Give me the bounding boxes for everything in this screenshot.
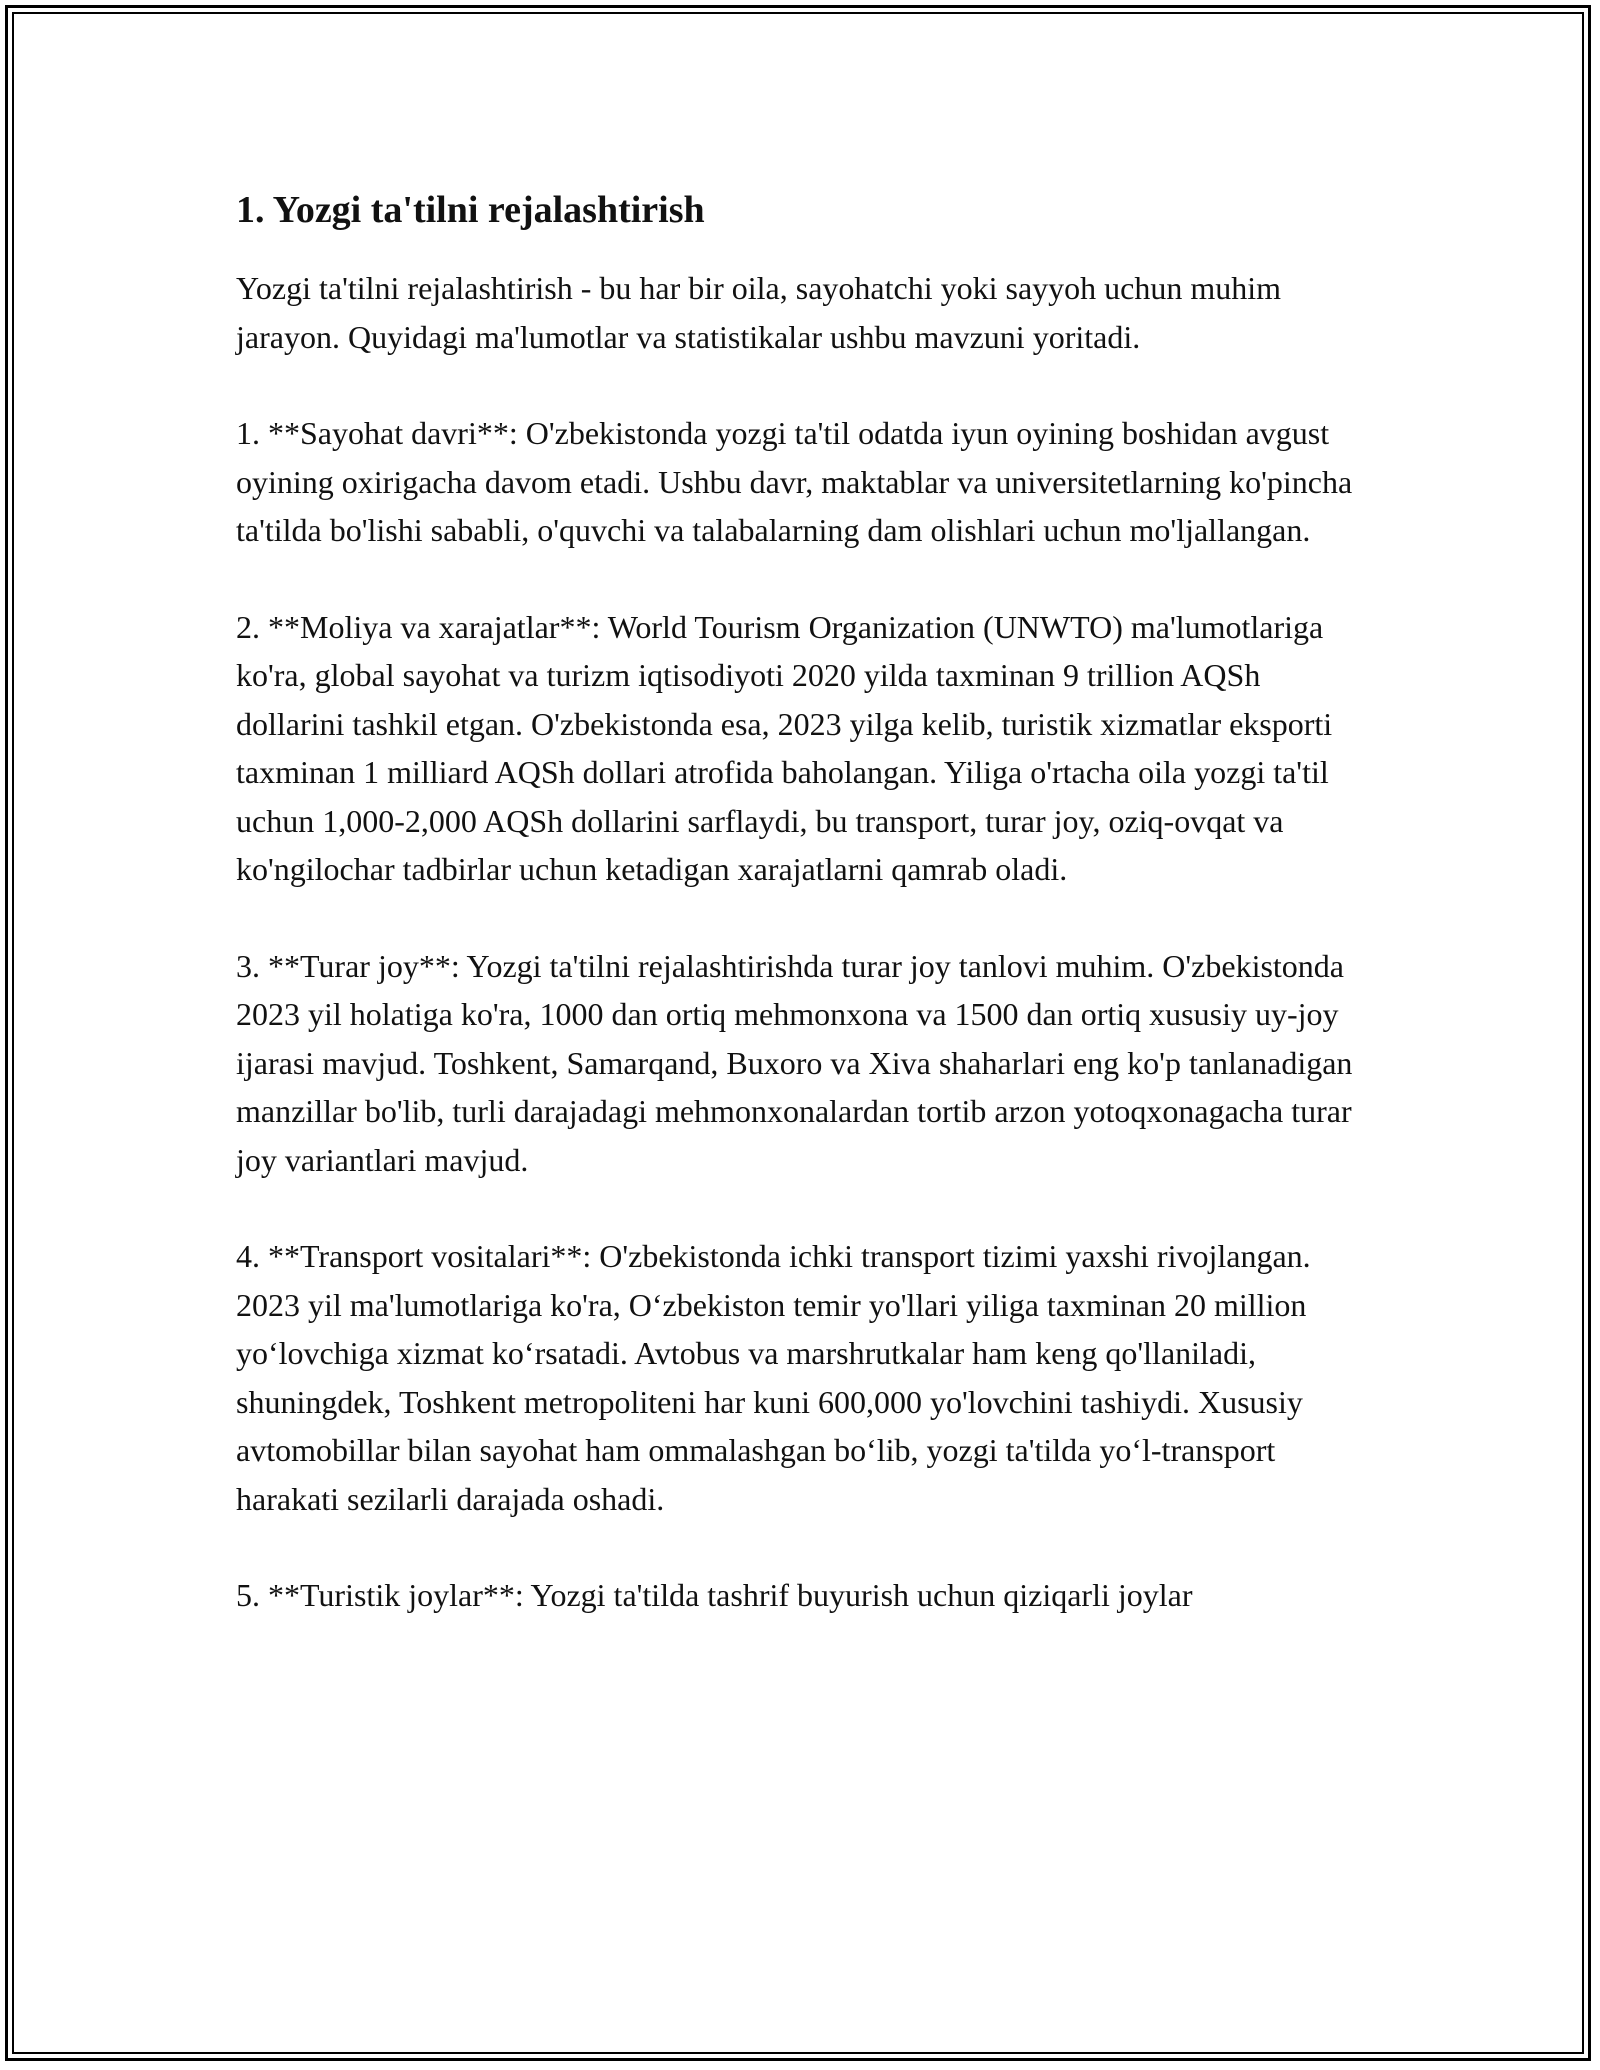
paragraph-intro: Yozgi ta'tilni rejalashtirish - bu har bir oila, sayohatchi yoki sayyoh uchun muhim jarayon. Quyidagi ma'lumotlar va statistikalar ushbu mavzuni yoritadi. — [236, 270, 1282, 355]
paragraph-travel-period: 1. **Sayohat davri**: O'zbekistonda yozgi ta'til odatda iyun oyining boshidan avgust oyining oxirigacha davom etadi. Ushbu davr, maktablar va universitetlarning ko'pincha ta'tilda bo'lishi sababli, o'quvchi va talabalarning dam olishlari uchun mo'ljallangan. — [236, 415, 1353, 548]
document-title: 1. Yozgi ta'tilni rejalashtirish — [236, 189, 705, 231]
paragraph-accommodation: 3. **Turar joy**: Yozgi ta'tilni rejalashtirishda turar joy tanlovi muhim. O'zbekistonda 2023 yil holatiga ko'ra, 1000 dan ortiq mehmonxona va 1500 dan ortiq xususiy uy-joy ijarasi mavjud. Toshkent, Samarqand, Buxoro va Xiva shaharlari eng ko'p tanlanadigan manzillar bo'lib, turli darajadagi mehmonxonalardan tortib arzon yotoqxonagacha turar joy variantlari mavjud. — [236, 947, 1353, 1178]
document-content — [236, 186, 1356, 1668]
paragraph-finance: 2. **Moliya va xarajatlar**: World Tourism Organization (UNWTO) ma'lumotlariga ko'ra, global sayohat va turizm iqtisodiyoti 2020 yilda taxminan 9 trillion AQSh dollarini tashkil etgan. O'zbekistonda esa, 2023 yilga kelib, turistik xizmatlar eksporti taxminan 1 milliard AQSh dollari atrofida baholangan. Yiliga o'rtacha oila yozgi ta'til uchun 1,000-2,000 AQSh dollarini sarflaydi, bu transport, turar joy, oziq-ovqat va ko'ngilochar tadbirlar uchun ketadigan xarajatlarni qamrab oladi. — [236, 608, 1333, 887]
paragraph-transport: 4. **Transport vositalari**: O'zbekistonda ichki transport tizimi yaxshi rivojlangan. 2023 yil ma'lumotlariga ko'ra, O‘zbekiston temir yo'llari yiliga taxminan 20 million yo‘lovchiga xizmat ko‘rsatadi. Avtobus va marshrutkalar ham keng qo'llaniladi, shuningdek, Toshkent metropoliteni har kuni 600,000 yo'lovchini tashiydi. Xususiy avtomobillar bilan sayohat ham ommalashgan bo‘lib, yozgi ta'tilda yo‘l-transport harakati sezilarli darajada oshadi. — [236, 1238, 1311, 1517]
paragraph-tourist-sites: 5. **Turistik joylar**: Yozgi ta'tilda tashrif buyurish uchun qiziqarli joylar — [236, 1577, 1193, 1613]
